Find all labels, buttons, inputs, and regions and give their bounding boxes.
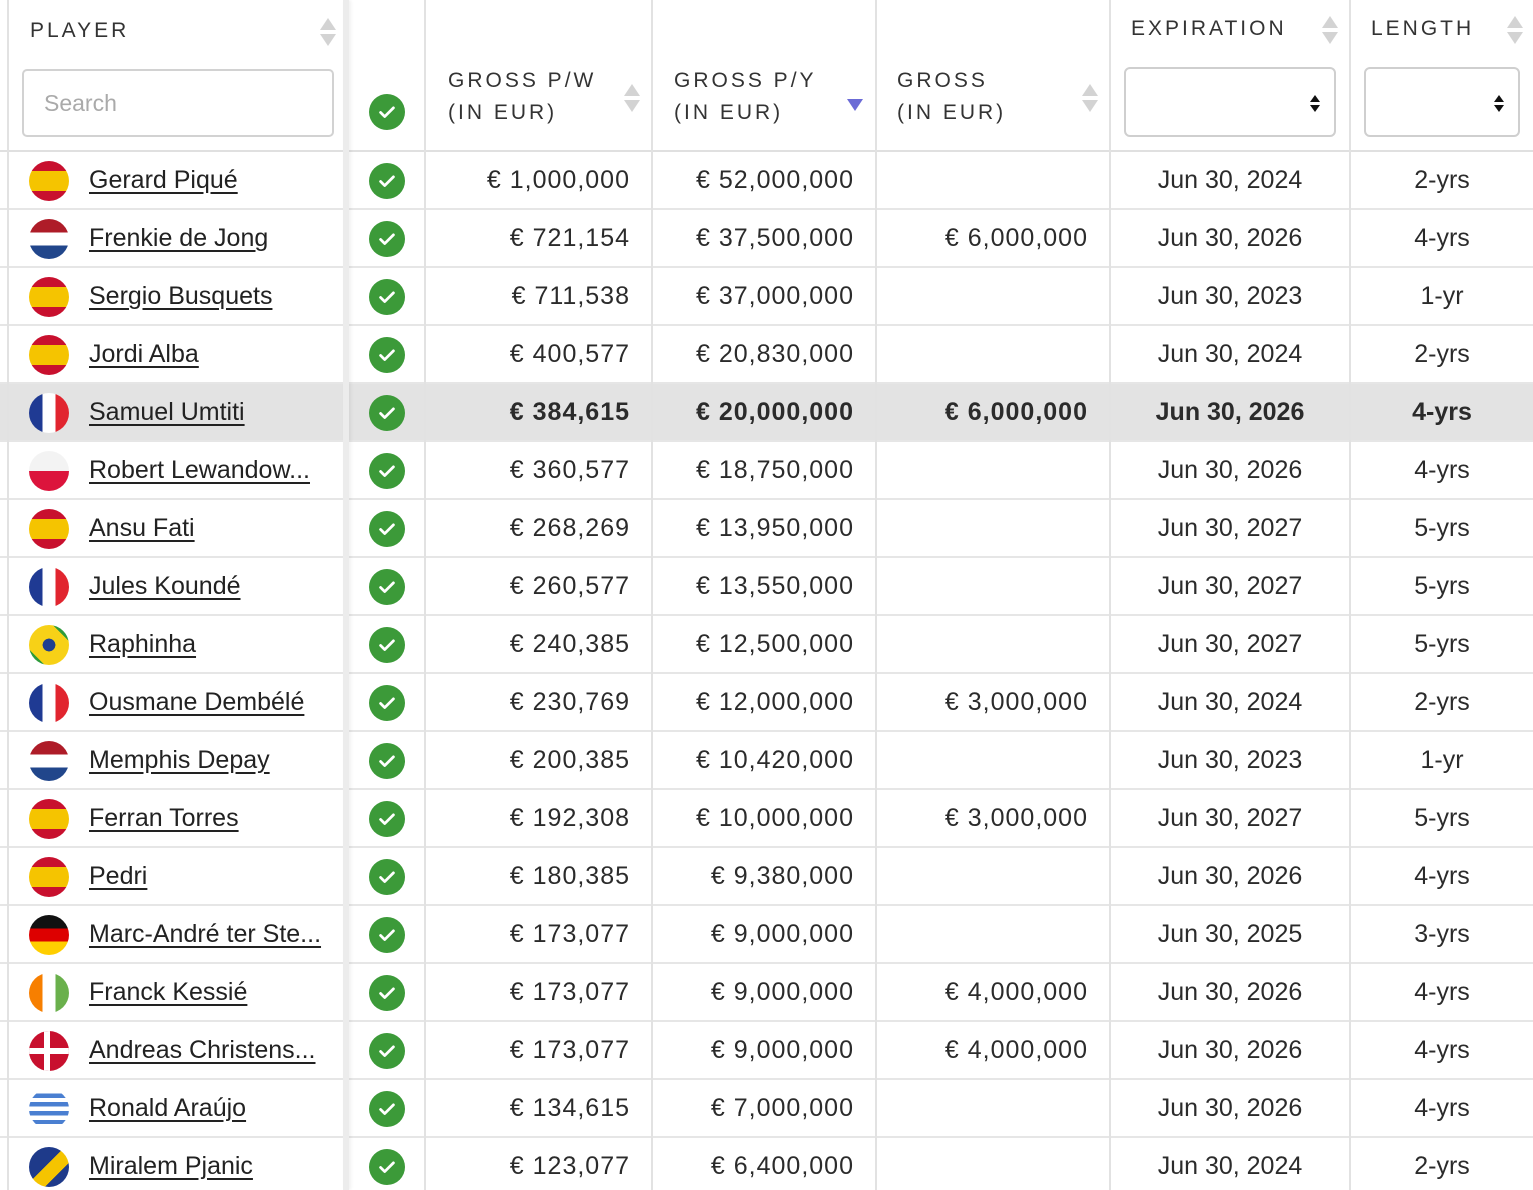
table-row[interactable] bbox=[0, 1080, 1533, 1138]
spain-flag-icon bbox=[29, 335, 69, 375]
poland-flag-icon bbox=[29, 451, 69, 491]
column-divider bbox=[651, 0, 653, 1190]
spain-flag-icon bbox=[29, 799, 69, 839]
length-cell: 4-yrs bbox=[1414, 862, 1470, 890]
table-row[interactable] bbox=[0, 268, 1533, 326]
spain-flag-icon bbox=[29, 509, 69, 549]
gross-py-cell: € 9,000,000 bbox=[710, 1036, 854, 1064]
gross-pw-cell: € 123,077 bbox=[509, 1152, 630, 1180]
gross-pw-cell: € 721,154 bbox=[509, 224, 630, 252]
table-row[interactable] bbox=[0, 616, 1533, 674]
gross-py-cell: € 9,380,000 bbox=[710, 862, 854, 890]
expiration-filter-select[interactable] bbox=[1124, 67, 1336, 137]
column-divider bbox=[1109, 0, 1111, 1190]
gross-pw-cell: € 384,615 bbox=[509, 398, 630, 426]
netherlands-flag-icon bbox=[29, 219, 69, 259]
expiration-cell: Jun 30, 2026 bbox=[1157, 1094, 1303, 1122]
table-row[interactable] bbox=[0, 326, 1533, 384]
player-search-input[interactable] bbox=[22, 69, 334, 137]
expiration-cell: Jun 30, 2024 bbox=[1157, 688, 1303, 716]
gross-py-cell: € 7,000,000 bbox=[710, 1094, 854, 1122]
gross-py-cell: € 6,400,000 bbox=[710, 1152, 854, 1180]
length-cell: 2-yrs bbox=[1414, 1152, 1470, 1180]
gross-pw-cell: € 268,269 bbox=[509, 514, 630, 542]
table-header bbox=[0, 0, 1533, 152]
gross-cell: € 3,000,000 bbox=[944, 804, 1088, 832]
gross-pw-header-line1[interactable]: GROSS P/W bbox=[448, 69, 597, 92]
check-icon[interactable] bbox=[369, 917, 405, 953]
player-name-link[interactable]: Miralem Pjanic bbox=[89, 1152, 253, 1180]
ivory-coast-flag-icon bbox=[29, 973, 69, 1013]
expiration-cell: Jun 30, 2023 bbox=[1157, 282, 1303, 310]
expiration-cell: Jun 30, 2024 bbox=[1157, 1152, 1303, 1180]
table-left-border bbox=[7, 0, 9, 1190]
length-sort-icon[interactable] bbox=[1507, 14, 1523, 46]
player-name-link[interactable]: Raphinha bbox=[89, 630, 197, 658]
check-icon[interactable] bbox=[369, 395, 405, 431]
spain-flag-icon bbox=[29, 161, 69, 201]
player-name-link[interactable]: Marc-André ter Ste... bbox=[89, 920, 322, 948]
check-icon[interactable] bbox=[369, 1149, 405, 1185]
table-row[interactable] bbox=[0, 906, 1533, 964]
gross-pw-cell: € 180,385 bbox=[509, 862, 630, 890]
gross-py-cell: € 37,000,000 bbox=[696, 282, 854, 310]
gross-py-cell: € 10,000,000 bbox=[696, 804, 854, 832]
player-name-link[interactable]: Gerard Piqué bbox=[89, 166, 238, 194]
gross-pw-cell: € 711,538 bbox=[511, 282, 630, 310]
expiration-cell: Jun 30, 2027 bbox=[1157, 514, 1303, 542]
gross-py-cell: € 12,000,000 bbox=[696, 688, 854, 716]
length-cell: 2-yrs bbox=[1414, 340, 1470, 368]
gross-py-cell: € 18,750,000 bbox=[696, 456, 854, 484]
player-name-link[interactable]: Memphis Depay bbox=[89, 746, 270, 774]
germany-flag-icon bbox=[29, 915, 69, 955]
player-name-link[interactable]: Pedri bbox=[89, 862, 148, 890]
length-cell: 1-yr bbox=[1420, 282, 1464, 310]
check-icon[interactable] bbox=[369, 511, 405, 547]
check-icon[interactable] bbox=[369, 975, 405, 1011]
gross-py-sort-desc-icon[interactable] bbox=[847, 99, 863, 111]
gross-pw-header-line2[interactable]: (IN EUR) bbox=[448, 101, 558, 124]
gross-pw-cell: € 173,077 bbox=[509, 1036, 630, 1064]
gross-py-cell: € 20,830,000 bbox=[696, 340, 854, 368]
player-column-header[interactable]: PLAYER bbox=[30, 19, 130, 42]
expiration-cell: Jun 30, 2023 bbox=[1157, 746, 1303, 774]
france-flag-icon bbox=[29, 683, 69, 723]
player-name-link[interactable]: Franck Kessié bbox=[89, 978, 248, 1006]
player-name-link[interactable]: Ronald Araújo bbox=[89, 1094, 247, 1122]
gross-cell: € 3,000,000 bbox=[944, 688, 1088, 716]
expiration-sort-icon[interactable] bbox=[1322, 14, 1338, 46]
player-name-link[interactable]: Ousmane Dembélé bbox=[89, 688, 305, 716]
length-cell: 3-yrs bbox=[1414, 920, 1470, 948]
gross-pw-cell: € 260,577 bbox=[509, 572, 630, 600]
gross-header-line1[interactable]: GROSS bbox=[897, 69, 988, 92]
gross-pw-cell: € 230,769 bbox=[509, 688, 630, 716]
length-cell: 4-yrs bbox=[1412, 398, 1472, 426]
expiration-cell: Jun 30, 2026 bbox=[1157, 862, 1303, 890]
length-cell: 5-yrs bbox=[1414, 514, 1470, 542]
gross-py-cell: € 9,000,000 bbox=[710, 978, 854, 1006]
select-up-arrow-icon bbox=[1310, 95, 1320, 102]
check-icon[interactable] bbox=[369, 569, 405, 605]
expiration-cell: Jun 30, 2026 bbox=[1157, 978, 1303, 1006]
gross-py-cell: € 12,500,000 bbox=[696, 630, 854, 658]
bosnia-flag-icon bbox=[29, 1147, 69, 1187]
gross-pw-cell: € 134,615 bbox=[509, 1094, 630, 1122]
spain-flag-icon bbox=[29, 857, 69, 897]
table-row[interactable] bbox=[0, 384, 1533, 442]
gross-cell: € 6,000,000 bbox=[944, 398, 1088, 426]
check-icon[interactable] bbox=[369, 221, 405, 257]
expiration-cell: Jun 30, 2026 bbox=[1155, 398, 1305, 426]
table-row[interactable] bbox=[0, 964, 1533, 1022]
player-name-link[interactable]: Ansu Fati bbox=[89, 514, 195, 542]
select-down-arrow-icon bbox=[1310, 105, 1320, 112]
length-cell: 4-yrs bbox=[1414, 1094, 1470, 1122]
length-cell: 4-yrs bbox=[1414, 456, 1470, 484]
gross-cell: € 4,000,000 bbox=[944, 1036, 1088, 1064]
check-icon[interactable] bbox=[369, 685, 405, 721]
france-flag-icon bbox=[29, 567, 69, 607]
select-down-arrow-icon bbox=[1494, 105, 1504, 112]
player-name-link[interactable]: Robert Lewandow... bbox=[89, 456, 310, 484]
length-cell: 5-yrs bbox=[1414, 630, 1470, 658]
gross-pw-cell: € 173,077 bbox=[509, 920, 630, 948]
gross-py-cell: € 9,000,000 bbox=[710, 920, 854, 948]
player-name-link[interactable]: Jules Koundé bbox=[89, 572, 241, 600]
expiration-cell: Jun 30, 2027 bbox=[1157, 630, 1303, 658]
gross-py-header-line1[interactable]: GROSS P/Y bbox=[674, 69, 817, 92]
check-icon[interactable] bbox=[369, 163, 405, 199]
gross-py-cell: € 13,550,000 bbox=[696, 572, 854, 600]
gross-pw-sort-icon[interactable] bbox=[624, 82, 640, 114]
brazil-flag-icon bbox=[29, 625, 69, 665]
gross-pw-cell: € 240,385 bbox=[509, 630, 630, 658]
uruguay-flag-icon bbox=[29, 1089, 69, 1129]
gross-cell: € 6,000,000 bbox=[944, 224, 1088, 252]
expiration-cell: Jun 30, 2024 bbox=[1157, 166, 1303, 194]
gross-pw-cell: € 1,000,000 bbox=[486, 166, 630, 194]
check-icon[interactable] bbox=[369, 627, 405, 663]
player-sort-icon[interactable] bbox=[320, 16, 336, 48]
check-icon[interactable] bbox=[369, 1033, 405, 1069]
length-filter-select[interactable] bbox=[1364, 67, 1520, 137]
netherlands-flag-icon bbox=[29, 741, 69, 781]
table-row[interactable] bbox=[0, 1138, 1533, 1190]
check-icon[interactable] bbox=[369, 453, 405, 489]
table-row[interactable] bbox=[0, 210, 1533, 268]
gross-pw-cell: € 400,577 bbox=[509, 340, 630, 368]
player-name-link[interactable]: Sergio Busquets bbox=[89, 282, 273, 310]
table-row[interactable] bbox=[0, 848, 1533, 906]
gross-pw-cell: € 192,308 bbox=[509, 804, 630, 832]
length-cell: 4-yrs bbox=[1414, 224, 1470, 252]
spain-flag-icon bbox=[29, 277, 69, 317]
table-row[interactable] bbox=[0, 152, 1533, 210]
sticky-column-divider bbox=[343, 0, 349, 1190]
table-row[interactable] bbox=[0, 442, 1533, 500]
table-row[interactable] bbox=[0, 674, 1533, 732]
player-name-link[interactable]: Jordi Alba bbox=[89, 340, 199, 368]
column-divider bbox=[424, 0, 426, 1190]
length-cell: 2-yrs bbox=[1414, 688, 1470, 716]
length-cell: 4-yrs bbox=[1414, 978, 1470, 1006]
expiration-cell: Jun 30, 2025 bbox=[1157, 920, 1303, 948]
gross-pw-cell: € 173,077 bbox=[509, 978, 630, 1006]
expiration-cell: Jun 30, 2026 bbox=[1157, 456, 1303, 484]
expiration-column-header[interactable]: EXPIRATION bbox=[1131, 17, 1287, 40]
length-cell: 2-yrs bbox=[1414, 166, 1470, 194]
gross-py-cell: € 13,950,000 bbox=[696, 514, 854, 542]
length-cell: 1-yr bbox=[1420, 746, 1464, 774]
player-name-link[interactable]: Andreas Christens... bbox=[89, 1036, 316, 1064]
check-icon[interactable] bbox=[369, 279, 405, 315]
gross-sort-icon[interactable] bbox=[1082, 82, 1098, 114]
check-icon[interactable] bbox=[369, 743, 405, 779]
expiration-cell: Jun 30, 2027 bbox=[1157, 572, 1303, 600]
table-row[interactable] bbox=[0, 790, 1533, 848]
gross-cell: € 4,000,000 bbox=[944, 978, 1088, 1006]
length-cell: 5-yrs bbox=[1414, 572, 1470, 600]
check-icon[interactable] bbox=[369, 859, 405, 895]
check-icon[interactable] bbox=[369, 801, 405, 837]
length-cell: 5-yrs bbox=[1414, 804, 1470, 832]
table-row[interactable] bbox=[0, 500, 1533, 558]
gross-py-cell: € 10,420,000 bbox=[696, 746, 854, 774]
select-up-arrow-icon bbox=[1494, 95, 1504, 102]
gross-header-line2[interactable]: (IN EUR) bbox=[897, 101, 1007, 124]
gross-pw-cell: € 360,577 bbox=[509, 456, 630, 484]
expiration-cell: Jun 30, 2026 bbox=[1157, 224, 1303, 252]
player-name-link[interactable]: Ferran Torres bbox=[89, 804, 239, 832]
table-row[interactable] bbox=[0, 1022, 1533, 1080]
select-all-check-icon[interactable] bbox=[369, 94, 405, 130]
france-flag-icon bbox=[29, 393, 69, 433]
length-cell: 4-yrs bbox=[1414, 1036, 1470, 1064]
table-row[interactable] bbox=[0, 732, 1533, 790]
gross-py-cell: € 20,000,000 bbox=[696, 398, 854, 426]
gross-py-cell: € 37,500,000 bbox=[696, 224, 854, 252]
check-icon[interactable] bbox=[369, 337, 405, 373]
column-divider bbox=[1349, 0, 1351, 1190]
gross-py-header-line2[interactable]: (IN EUR) bbox=[674, 101, 784, 124]
table-row[interactable] bbox=[0, 558, 1533, 616]
player-name-link[interactable]: Frenkie de Jong bbox=[89, 224, 269, 252]
length-column-header[interactable]: LENGTH bbox=[1371, 17, 1475, 40]
check-icon[interactable] bbox=[369, 1091, 405, 1127]
expiration-cell: Jun 30, 2026 bbox=[1157, 1036, 1303, 1064]
expiration-cell: Jun 30, 2027 bbox=[1157, 804, 1303, 832]
player-name-link[interactable]: Samuel Umtiti bbox=[89, 398, 245, 426]
column-divider bbox=[875, 0, 877, 1190]
gross-pw-cell: € 200,385 bbox=[509, 746, 630, 774]
gross-py-cell: € 52,000,000 bbox=[696, 166, 854, 194]
denmark-flag-icon bbox=[29, 1031, 69, 1071]
expiration-cell: Jun 30, 2024 bbox=[1157, 340, 1303, 368]
